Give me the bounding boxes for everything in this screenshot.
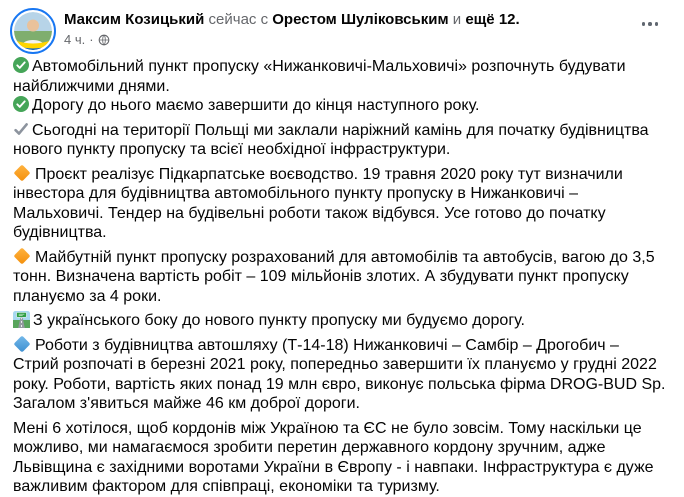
orange-diamond-icon — [14, 164, 31, 181]
paragraph-text: З українського боку до нового пункту пропуску ми будуємо дорогу. — [33, 312, 525, 329]
post-meta — [64, 32, 520, 48]
ellipsis-icon — [655, 22, 659, 26]
post-content — [0, 54, 684, 497]
orange-diamond-icon — [14, 247, 31, 264]
author-link[interactable]: Максим Козицький — [64, 11, 205, 28]
paragraph-text: Сьогодні на території Польщі ми заклали наріжний камінь для початку будівництва нового пункту пропуску та всієї необхідної інфраструктури. — [13, 121, 649, 158]
ellipsis-icon — [648, 22, 652, 26]
blue-diamond-icon — [14, 335, 31, 352]
post-header — [0, 0, 684, 54]
byline-and: и — [452, 11, 462, 28]
post-paragraph — [13, 96, 668, 116]
post-byline — [64, 10, 520, 30]
timestamp-link[interactable]: 4 ч. — [64, 32, 86, 47]
paragraph-text: Майбутній пункт пропуску розрахований для автомобілів та автобусів, вагою до 3,5 тонн. Визначена вартість робіт – 109 мільйонів злотих. А збудувати пункт пропуску плануємо за 4 роки. — [13, 248, 655, 305]
paragraph-text: Роботи з будівництва автошляху (Т-14-18) Нижанковичі – Самбір – Дрогобич – Стрий розпочаті в березні 2021 року, попередньо завершити їх плануємо у грудні 2022 року. Роботи, вартість яких понад 19 млн євро, виконує польська фірма DROG-BUD Sp. Загалом з'явиться майже 46 км доброї дороги. — [13, 336, 666, 412]
motorway-icon — [13, 311, 30, 328]
ellipsis-icon — [642, 22, 646, 26]
header-text — [64, 8, 520, 48]
globe-icon — [98, 34, 110, 46]
paragraph-text: Мені 6 хотілося, щоб кордонів між Україною та ЄС не було зовсім. Тому наскільки це можливо, ми намагаємося зробити перетин державного кордону зручним, адже Львівщина є західними воротами України в Європу - і навпаки. Інфраструктура є дуже важливим фактором для співпраці, економіки та туризму. — [13, 419, 654, 495]
grey-check-icon — [13, 121, 29, 137]
post-paragraph — [13, 419, 668, 497]
paragraph-text: Дорогу до нього маємо завершити до кінця наступного року. — [32, 97, 480, 114]
post-paragraph — [13, 165, 668, 243]
post-paragraph — [13, 248, 668, 307]
post-paragraph — [13, 57, 668, 96]
paragraph-text: Проєкт реалізує Підкарпатське воєводство. 19 травня 2020 року тут визначили інвестора для будівництва автомобільного пункту пропуску в Нижанковичі – Мальховичі. Тендер на будівельні роботи також відбувся. Усе готово до початку будівництва. — [13, 165, 623, 241]
post-menu-button[interactable] — [638, 14, 663, 34]
post-paragraph — [13, 121, 668, 160]
green-check-icon — [13, 96, 29, 112]
meta-separator: · — [89, 32, 94, 47]
green-check-icon — [13, 57, 29, 73]
tagged-friend-link[interactable]: Орестом Шуліковським — [272, 11, 449, 28]
byline-connector: сейчас с — [208, 11, 269, 28]
avatar[interactable] — [10, 8, 56, 54]
profile-photo — [14, 12, 52, 50]
paragraph-text: Автомобільний пункт пропуску «Нижанковичі-Мальховичі» розпочнуть будувати найближчими днями. — [13, 58, 626, 95]
more-tagged-link[interactable]: ещё 12. — [465, 11, 520, 28]
post-paragraph — [13, 336, 668, 414]
post-paragraph — [13, 311, 668, 331]
